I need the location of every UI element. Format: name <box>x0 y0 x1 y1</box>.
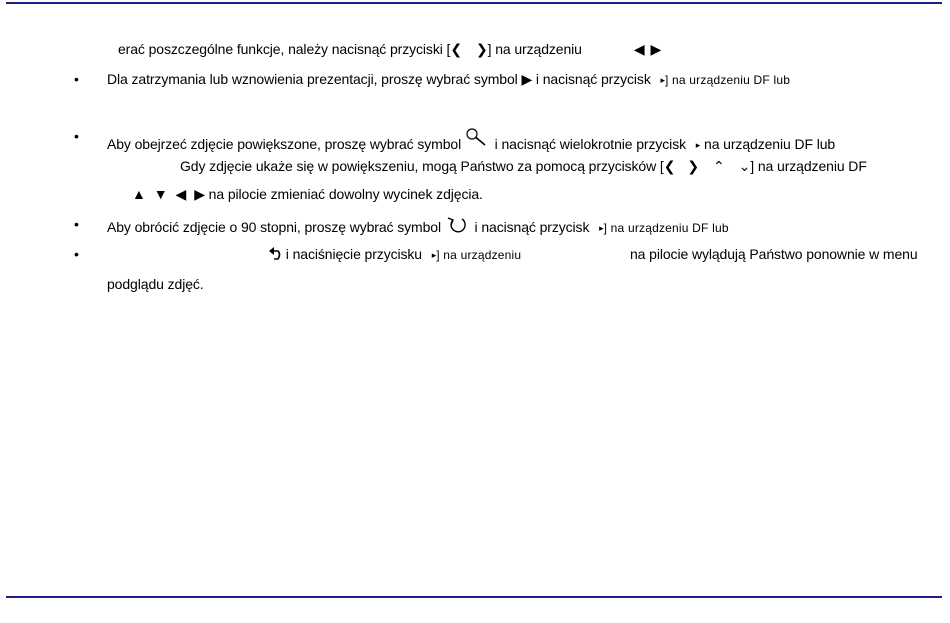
up-triangle-icon: ▲ <box>132 186 146 202</box>
line3-text-c: na urządzeniu DF lub <box>700 136 836 152</box>
text-line-7a <box>268 245 521 264</box>
down-triangle-icon: ▼ <box>153 186 168 202</box>
bracket-close: ] <box>664 73 669 87</box>
text-line-5 <box>132 185 483 203</box>
text-line-2 <box>107 70 790 89</box>
small-play-icon: ▸ <box>695 140 701 150</box>
line7-text-c: na pilocie wylądują Państwo ponownie w menu <box>630 246 918 262</box>
bracket-open: [ <box>446 41 451 57</box>
line7-text-a: i naciśnięcie przycisku <box>282 246 426 262</box>
line8-text-a: podglądu zdjęć. <box>107 276 204 292</box>
line3-text-a: Aby obejrzeć zdjęcie powiększone, proszę wybrać symbol <box>107 136 465 152</box>
line6-text-a: Aby obrócić zdjęcie o 90 stopni, proszę wybrać symbol <box>107 219 445 235</box>
text-line-7b <box>630 245 918 263</box>
bracket-close: ] <box>487 41 492 57</box>
bottom-rule <box>6 596 942 598</box>
bullet: • <box>74 71 79 87</box>
left-angle-icon: ❮ <box>450 41 462 57</box>
left-triangle-icon: ◀ <box>175 186 187 202</box>
down-angle-icon: ⌄ <box>738 158 751 174</box>
play-triangle-icon: ▶ <box>650 41 662 57</box>
line2-text-a: Dla zatrzymania lub wznowienia prezentacji, proszę wybrać symbol <box>107 71 522 87</box>
bullet: • <box>74 246 79 262</box>
top-rule <box>6 2 942 4</box>
back-arrow-icon <box>268 246 282 262</box>
small-play-icon: ▸ <box>660 75 665 85</box>
bracket-close: ] <box>436 248 440 262</box>
bracket-open: [ <box>659 158 664 174</box>
rotate-icon <box>445 215 471 235</box>
text-line-8 <box>107 275 204 293</box>
text-line-1 <box>118 40 661 58</box>
bullet: • <box>74 128 79 144</box>
line7-text-b: na urządzeniu <box>439 248 522 262</box>
line4-text-a: Gdy zdjęcie ukaże się w powiększeniu, mogą Państwo za pomocą przycisków <box>180 158 660 174</box>
line2-text-b: i nacisnąć przycisk <box>532 71 655 87</box>
left-triangle-icon: ◀ <box>633 41 645 57</box>
text-line-4 <box>180 157 867 175</box>
line1-text-b: na urządzeniu <box>491 41 582 57</box>
text-line-6 <box>107 215 729 237</box>
line6-text-b: i nacisnąć przycisk <box>470 219 594 235</box>
bullet: • <box>74 216 79 232</box>
up-angle-icon: ⌃ <box>713 158 725 174</box>
left-angle-icon: ❮ <box>663 158 676 174</box>
line3-text-b: i nacisnąć wielokrotnie przycisk <box>490 136 690 152</box>
line2-text-c: na urządzeniu DF lub <box>668 73 791 87</box>
play-triangle-icon: ▶ <box>194 186 205 202</box>
right-angle-icon: ❯ <box>475 41 488 57</box>
text-line-3 <box>107 127 835 154</box>
line6-text-c: na urządzeniu DF lub <box>607 221 729 235</box>
line5-text-a: na pilocie zmieniać dowolny wycinek zdjęcia. <box>204 186 483 202</box>
magnifier-icon <box>465 127 491 149</box>
small-play-icon: ▸ <box>599 223 604 233</box>
line4-text-b: na urządzeniu DF <box>754 158 867 174</box>
right-angle-icon: ❯ <box>687 158 699 174</box>
small-play-icon: ▸ <box>431 250 437 260</box>
bracket-close: ] <box>750 158 755 174</box>
play-triangle-icon: ▶ <box>521 71 533 87</box>
line1-text-a: erać poszczególne funkcje, należy nacisnąć przyciski <box>118 41 447 57</box>
bracket-close: ] <box>603 221 608 235</box>
